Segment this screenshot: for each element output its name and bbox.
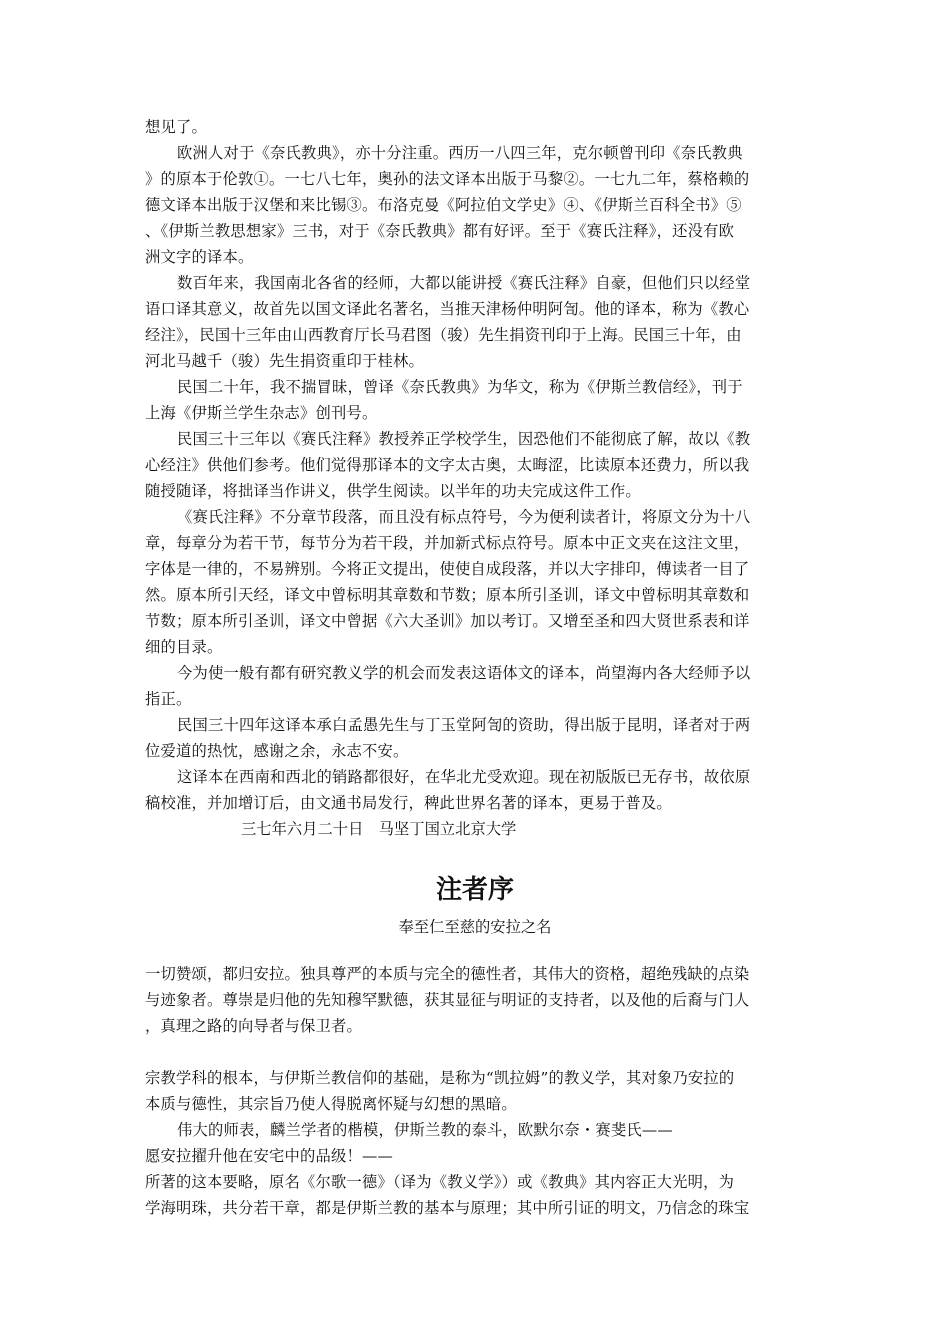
text-line: 想见了。 <box>145 118 207 136</box>
text-line: 本质与德性，其宗旨乃使人得脱离怀疑与幻想的黑暗。 <box>145 1095 517 1113</box>
text-line: 与迹象者。尊崇是归他的先知穆罕默德，获其显征与明证的支持者，以及他的后裔与门人 <box>145 991 750 1009</box>
text-line: 节数；原本所引圣训，译文中曾据《六大圣训》加以考订。又增至圣和四大贤世系表和详 <box>145 612 750 630</box>
text-line: 这译本在西南和西北的销路都很好，在华北尤受欢迎。现在初版版已无存书，故依原 <box>177 768 751 786</box>
text-line: 愿安拉擢升他在安宅中的品级！—— <box>145 1147 393 1165</box>
section-title: 注者序 <box>435 875 514 905</box>
text-line: ，真理之路的向导者与保卫者。 <box>145 1017 362 1035</box>
text-line: 随授随译，将拙译当作讲义，供学生阅读。以半年的功夫完成这件工作。 <box>145 482 641 500</box>
text-line: 洲文字的译本。 <box>145 248 254 266</box>
text-line: 民国三十三年以《赛氏注释》教授养正学校学生，因恐他们不能彻底了解，故以《教 <box>177 430 751 448</box>
text-line: 德文译本出版于汉堡和来比锡③。布洛克曼《阿拉伯文学史》④、《伊斯兰百科全书》⑤ <box>145 196 742 214</box>
text-line: 上海《伊斯兰学生杂志》创刊号。 <box>145 404 378 422</box>
text-line: 字体是一律的，不易辨别。今将正文提出，使使自成段落，并以大字排印，傅读者一目了 <box>145 560 750 578</box>
text-line: 今为使一般有都有研究教义学的机会而发表这语体文的译本，尚望海内各大经师予以 <box>177 664 751 682</box>
text-line: 、《伊斯兰教思想家》三书，对于《奈氏教典》都有好评。至于《赛氏注释》，还没有欧 <box>145 222 735 240</box>
text-line: 欧洲人对于《奈氏教典》，亦十分注重。西历一八四三年，克尔顿曾刊印《奈氏教典 <box>177 144 743 162</box>
text-line: 经注》，民国十三年由山西教育厅长马君图（骏）先生捐资刊印于上海。民国三十年，由 <box>145 326 742 344</box>
text-line: 稿校准，并加增订后，由文通书局发行，稗此世界名著的译本，更易于普及。 <box>145 794 672 812</box>
text-line: 》的原本于伦敦①。一七八七年，奥孙的法文译本出版于马黎②。一七九二年，蔡格赖的 <box>145 170 750 188</box>
text-line: 《赛氏注释》不分章节段落，而且没有标点符号，今为便利读者计，将原文分为十八 <box>177 508 751 526</box>
text-line: 心经注》供他们参考。他们觉得那译本的文字太古奥，太晦涩，比读原本还费力，所以我 <box>145 456 750 474</box>
preface-signature: 三七年六月二十日 马坚丁国立北京大学 <box>241 820 517 838</box>
text-line: 民国三十四年这译本承白孟愚先生与丁玉堂阿訇的资助，得出版于昆明，译者对于两 <box>177 716 751 734</box>
text-line: 章，每章分为若干节，每节分为若干段，并加新式标点符号。原本中正文夹在这注文里， <box>145 534 750 552</box>
text-line: 细的目录。 <box>145 638 223 656</box>
text-line: 所著的这本要略，原名《尔歌一德》（译为《教义学》）或《教典》其内容正大光明，为 <box>145 1173 735 1191</box>
text-line: 指正。 <box>145 690 192 708</box>
section-subtitle: 奉至仁至慈的安拉之名 <box>398 918 552 936</box>
text-line: 位爱道的热忱，感谢之余，永志不安。 <box>145 742 409 760</box>
annotator-preface-body <box>145 961 805 1221</box>
translator-preface-body <box>145 114 805 816</box>
text-line: 河北马越千（骏）先生捐资重印于桂林。 <box>145 352 424 370</box>
text-line: 民国二十年，我不揣冒昧，曾译《奈氏教典》为华文，称为《伊斯兰教信经》，刊于 <box>177 378 743 396</box>
text-line: 然。原本所引天经，译文中曾标明其章数和节数；原本所引圣训，译文中曾标明其章数和 <box>145 586 750 604</box>
text-line: 伟大的师表，麟兰学者的楷模，伊斯兰教的泰斗，欧默尔奈・赛斐氏—— <box>177 1121 673 1139</box>
text-line <box>145 1039 805 1065</box>
text-line: 宗教学科的根本，与伊斯兰教信仰的基础，是称为“凯拉姆”的教义学，其对象乃安拉的 <box>145 1069 735 1087</box>
text-line: 数百年来，我国南北各省的经师，大都以能讲授《赛氏注释》自豪，但他们只以经堂 <box>177 274 751 292</box>
text-line: 学海明珠，共分若干章，都是伊斯兰教的基本与原理；其中所引证的明文，乃信念的珠宝 <box>145 1199 750 1217</box>
text-line: 语口译其意义，故首先以国文译此名著名，当推天津杨仲明阿訇。他的译本，称为《教心 <box>145 300 750 318</box>
text-line: 一切赞颂，都归安拉。独具尊严的本质与完全的德性者，其伟大的资格，超绝残缺的点染 <box>145 965 750 983</box>
